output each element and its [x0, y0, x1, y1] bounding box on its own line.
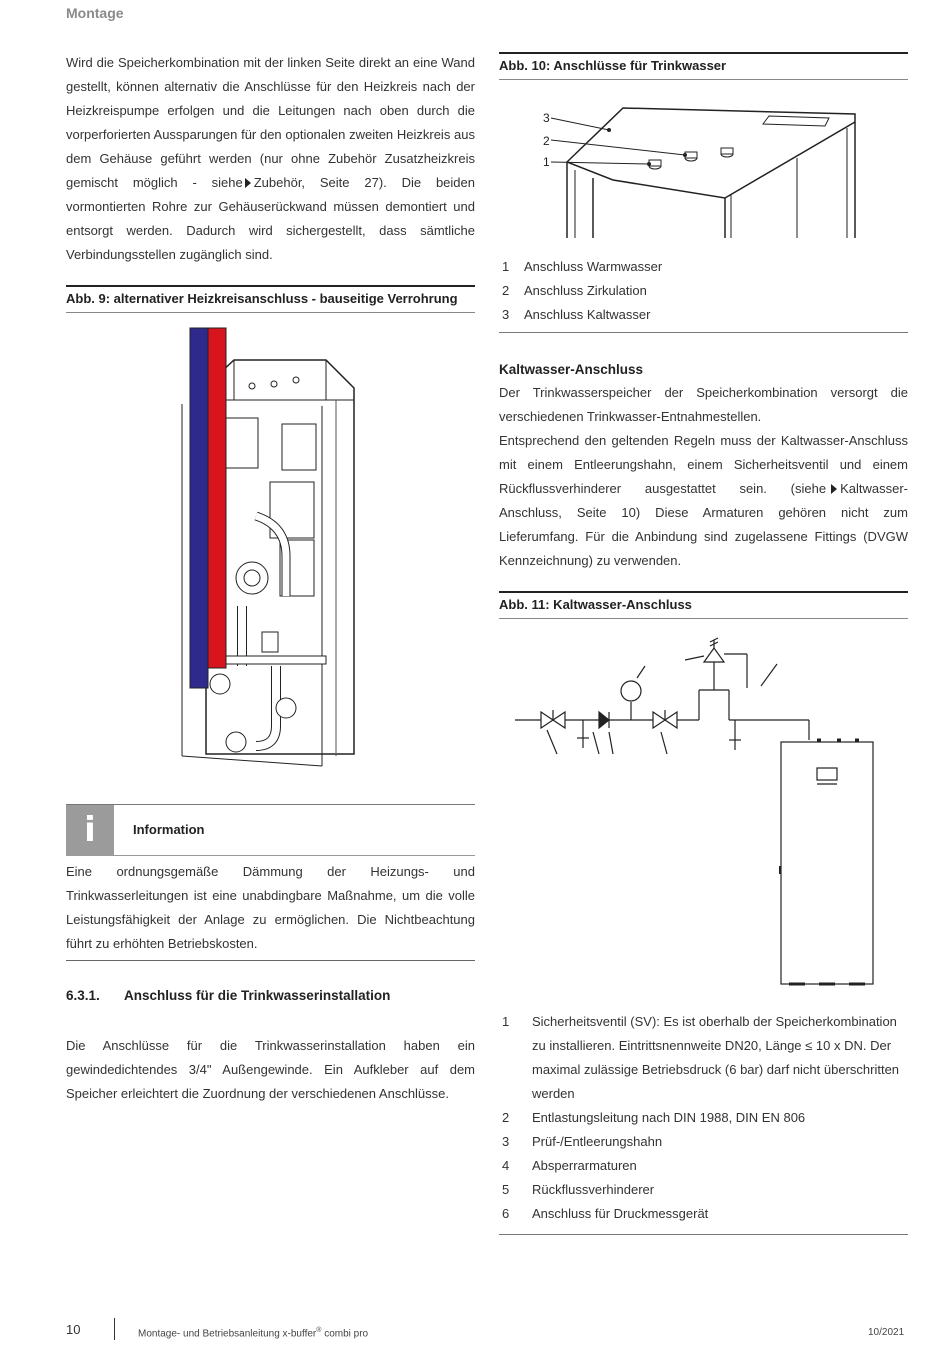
legend-item [502, 1130, 902, 1154]
information-text: Eine ordnungsgemäße Dämmung der Heizungs- und Trinkwasserleitungen ist eine unabdingbare Maßnahme, um die volle Leistungsfähigkeit der Anlage zu ermöglichen. Die Nichtbeachtung führt zu erhöhten Betriebskosten. [66, 856, 475, 961]
legend-number: 3 [502, 307, 510, 322]
legend-item [502, 1010, 902, 1106]
intro-link[interactable]: Zubehör, Seite 27 [253, 175, 379, 190]
legend-divider [499, 1234, 908, 1235]
legend-item [502, 255, 908, 279]
document-title-text: Montage- und Betriebsanleitung x-buffer [138, 1328, 317, 1340]
link-arrow-icon [831, 484, 837, 494]
subsection-text: Die Anschlüsse für die Trinkwasserinstallation haben ein gewindedichtendes 3/4" Außengewinde. Ein Aufkleber auf dem Speicher erleichtert die Zuordnung der verschiedenen Anschlüsse. [66, 1038, 475, 1101]
legend-item [502, 1106, 902, 1130]
legend-number: 1 [502, 1014, 510, 1029]
kaltwasser-paragraph-1: Der Trinkwasserspeicher der Speicherkombination versorgt die verschiedenen Trinkwasser-Entnahmestellen. [499, 385, 908, 424]
page-number: 10 [66, 1322, 81, 1337]
legend-item [502, 1178, 902, 1202]
intro-text: Wird die Speicherkombination mit der linken Seite direkt an eine Wand gestellt, können alternativ die Anschlüsse für den Heizkreis nach der Heizkreispumpe erfolgen und die Leitungen nach oben durch die vorperforierten Aussparungen für den optionalen zweiten Heizkreis aus dem Gehäuse geführt werden (nur ohne Zubehör Zusatzheizkreis gemischt möglich - siehe [66, 55, 475, 190]
figure-9-heating-unit-illustration [176, 326, 376, 786]
figure-11-title: Abb. 11: Kaltwasser-Anschluss [499, 591, 908, 619]
legend-number: 1 [502, 259, 510, 274]
section-label: Montage [66, 5, 124, 21]
document-title-suffix: combi pro [321, 1328, 369, 1340]
information-header [66, 804, 475, 856]
figure-11-cold-water-schematic [499, 630, 908, 1000]
legend-item [502, 279, 908, 303]
legend-number: 5 [502, 1182, 510, 1197]
intro-text-end: ). Die beiden vormontierten Rohre zur Gehäuserückwand müssen demontiert und entsorgt werden. Dadurch wird sichergestellt, dass sämtliche Verbindungsstellen zugänglich sind. [66, 175, 475, 262]
subsection-number: 6.3.1. [66, 988, 100, 1003]
kaltwasser-link[interactable]: Kaltwasser-Anschluss, Seite 10 [499, 481, 908, 520]
legend-number: 3 [502, 1134, 510, 1149]
legend-text: Prüf-/Entleerungshahn [532, 1134, 663, 1149]
legend-item [502, 1154, 902, 1178]
legend-number: 2 [502, 1110, 510, 1125]
callout-3: 3 [543, 111, 550, 125]
legend-number: 6 [502, 1206, 510, 1221]
document-date: 10/2021 [868, 1327, 905, 1338]
figure-10-tank-top-illustration [499, 100, 908, 240]
legend-item [502, 1202, 902, 1226]
legend-text: Anschluss Zirkulation [524, 283, 647, 298]
document-title [138, 1327, 368, 1339]
subsection-title: Anschluss für die Trinkwasserinstallation [124, 988, 391, 1003]
legend-text: Entlastungsleitung nach DIN 1988, DIN EN 806 [532, 1110, 806, 1125]
link-arrow-icon [245, 178, 251, 188]
info-icon: i [66, 805, 114, 855]
legend-text: Anschluss Warmwasser [524, 259, 663, 274]
legend-number: 4 [502, 1158, 510, 1173]
figure-10-title: Abb. 10: Anschlüsse für Trinkwasser [499, 52, 908, 80]
footer-divider [114, 1318, 115, 1340]
kaltwasser-paragraph-2: Entsprechend den geltenden Regeln muss der Kaltwasser-Anschluss mit einem Entleerungshahn, einem Sicherheitsventil und einem Rückflussverhinderer ausgestattet sein. (siehe [499, 433, 908, 496]
callout-2: 2 [543, 134, 550, 148]
legend-text: Sicherheitsventil (SV): Es ist oberhalb der Speicherkombination zu installieren. Eintrittsnennweite DN20, Länge ≤ 10 x DN. Der maximal zulässige Betriebsdruck (6 bar) darf nicht überschritten werden [532, 1014, 900, 1101]
legend-text: Rückflussverhinderer [532, 1182, 655, 1197]
legend-text: Absperrarmaturen [532, 1158, 637, 1173]
figure-11-legend [502, 1010, 902, 1226]
information-title: Information [133, 822, 205, 837]
callout-1: 1 [543, 155, 550, 169]
kaltwasser-text [499, 381, 908, 573]
legend-divider [499, 332, 908, 333]
intro-paragraph [66, 51, 475, 267]
legend-number: 2 [502, 283, 510, 298]
legend-text: Anschluss Kaltwasser [524, 307, 651, 322]
registered-mark: ® [316, 1327, 322, 1334]
legend-text: Anschluss für Druckmessgerät [532, 1206, 709, 1221]
kaltwasser-paragraph-2-end: ) Diese Armaturen gehören nicht zum Lieferumfang. Für die Anbindung sind zugelassene Fittings (DVGW Kennzeichnung) zu verwenden. [499, 505, 908, 568]
figure-10-legend [502, 255, 908, 327]
figure-9-title: Abb. 9: alternativer Heizkreisanschluss - bauseitige Verrohrung [66, 285, 475, 313]
information-box [66, 804, 475, 961]
kaltwasser-heading: Kaltwasser-Anschluss [499, 362, 644, 377]
legend-item [502, 303, 908, 327]
